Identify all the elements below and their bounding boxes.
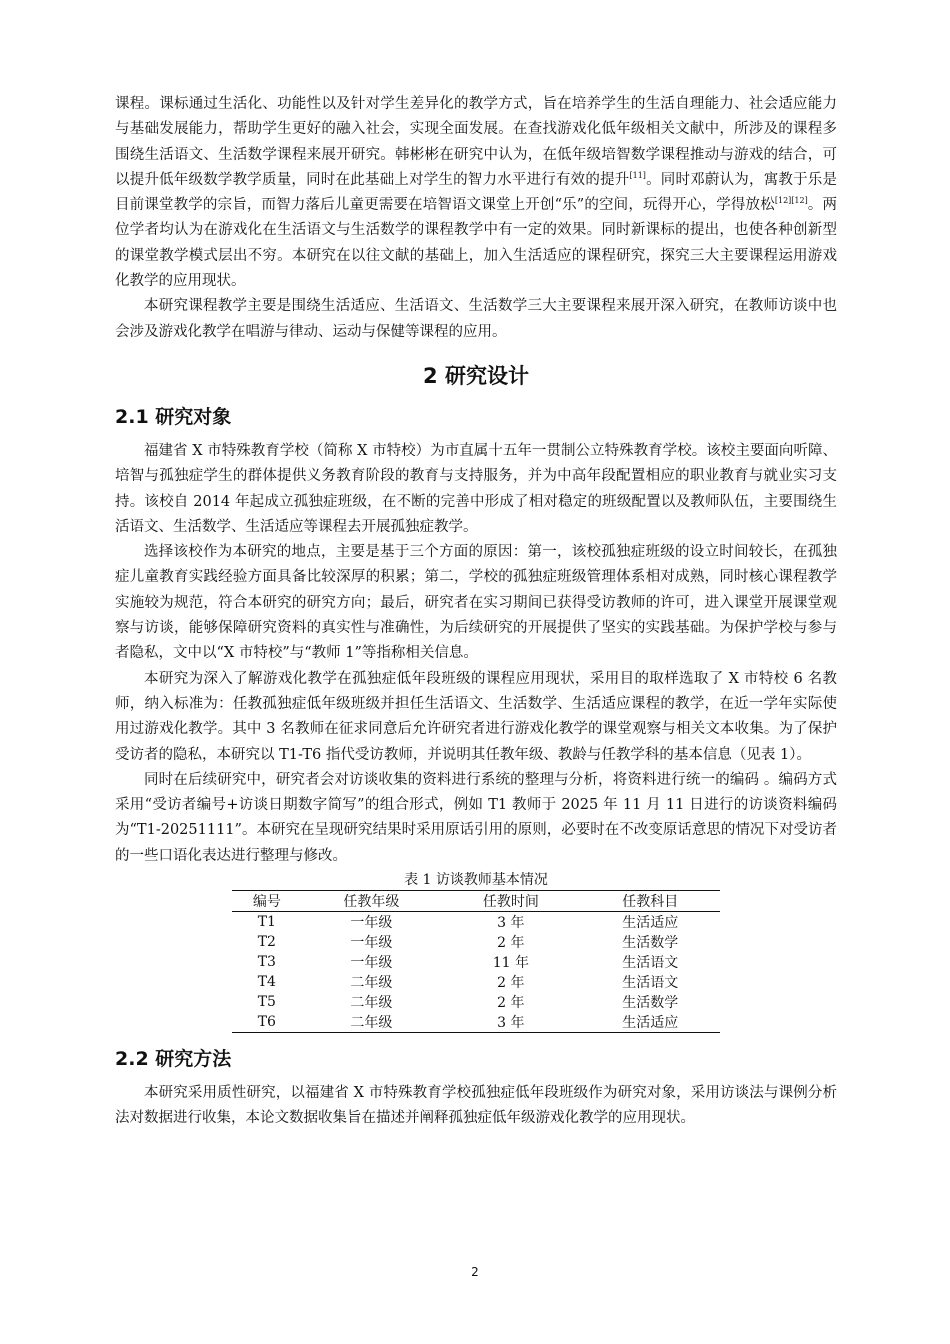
body-paragraph: 本研究为深入了解游戏化教学在孤独症低年段班级的课程应用现状，采用目的取样选取了 X 市特校 6 名教师，纳入标准为：任教孤独症低年级班级并担任生活语文、生活数学、生活适应课程的教学，在近一学年实际使用过游戏化教学。其中 3 名教师在征求同意后允许研究者进行游戏化教学的课堂观察与相关文本收集。为了保护受访者的隐私，本研究以 T1-T6 指代受访教师，并说明其任教年级、教龄与任教学科的基本信息（见表 1）。 xyxy=(115,670,837,763)
table-cell: 一年级 xyxy=(350,915,393,932)
section-title: 2.2 研究方法 xyxy=(115,1048,232,1071)
page-number: 2 xyxy=(471,1265,479,1279)
body-paragraph: 本研究课程教学主要是围绕生活适应、生活语文、生活数学三大主要课程来展开深入研究，在教师访谈中也会涉及游戏化教学在唱游与律动、运动与保健等课程的应用。 xyxy=(115,298,837,340)
table-cell: 二年级 xyxy=(350,975,393,992)
table-row xyxy=(232,932,720,952)
table-cell: 生活语文 xyxy=(622,955,679,972)
table-cell: 生活数学 xyxy=(622,995,679,1012)
table-cell: 2 年 xyxy=(497,935,525,952)
table-cell: 11 年 xyxy=(492,955,529,972)
table-row xyxy=(232,1012,720,1033)
citation-ref: [12][12] xyxy=(774,196,808,206)
teacher-info-table xyxy=(232,890,720,1033)
table-header-cell: 任教科目 xyxy=(581,891,720,912)
table-row xyxy=(232,992,720,1012)
table-cell: 生活语文 xyxy=(622,975,679,992)
table-cell: T5 xyxy=(257,994,276,1011)
page-content xyxy=(115,92,837,1132)
table-cell: 生活适应 xyxy=(622,915,679,932)
table-cell: 一年级 xyxy=(350,935,393,952)
body-paragraph: 课程。课标通过生活化、功能性以及针对学生差异化的教学方式，旨在培养学生的生活自理能力、社会适应能力与基础发展能力，帮助学生更好的融入社会，实现全面发展。在查找游戏化低年级相关文献中，所涉及的课程多围绕生活语文、生活数学课程来展开研究。韩彬彬在研究中认为，在低年级培智数学课程推动与游戏的结合，可以提升低年级数学教学质量，同时在此基础上对学生的智力水平进行有效的提升[11]。同时邓蔚认为，寓教于乐是目前课堂教学的宗旨，而智力落后儿童更需要在培智语文课堂上开创“乐”的空间，玩得开心，学得放松[12][12]。两位学者均认为在游戏化在生活语文与生活数学的课程教学中有一定的效果。同时新课标的提出，也使各种创新型的课堂教学模式层出不穷。本研究在以往文献的基础上，加入生活适应的课程研究，探究三大主要课程运用游戏化教学的应用现状。 xyxy=(115,96,838,290)
section-title: 2.1 研究对象 xyxy=(115,405,232,428)
table-cell: T6 xyxy=(257,1014,276,1031)
table-cell: 二年级 xyxy=(350,1015,393,1032)
body-paragraph: 选择该校作为本研究的地点，主要是基于三个方面的原因：第一，该校孤独症班级的设立时间较长，在孤独症儿童教育实践经验方面具备比较深厚的积累；第二，学校的孤独症班级管理体系相对成熟，同时核心课程教学实施较为规范，符合本研究的研究方向；最后，研究者在实习期间已获得受访教师的许可，进入课堂开展课堂观察与访谈，能够保障研究资料的真实性与准确性，为后续研究的开展提供了坚实的实践基础。为保护学校与参与者隐私，文中以“X 市特校”与“教师 1”等指称相关信息。 xyxy=(115,544,837,662)
table-cell: 2 年 xyxy=(497,975,525,992)
table-header-row xyxy=(232,891,720,912)
table-cell: 3 年 xyxy=(497,1015,525,1032)
table-row xyxy=(232,972,720,992)
table-row xyxy=(232,912,720,933)
table-cell: 二年级 xyxy=(350,995,393,1012)
chapter-title: 2 研究设计 xyxy=(423,363,529,388)
table-cell: T4 xyxy=(257,974,276,991)
table-cell: 2 年 xyxy=(497,995,525,1012)
body-paragraph: 本研究采用质性研究，以福建省 X 市特殊教育学校孤独症低年段班级作为研究对象，采用访谈法与课例分析法对数据进行收集，本论文数据收集旨在描述并阐释孤独症低年级游戏化教学的应用现状。 xyxy=(115,1085,837,1127)
table-cell: 一年级 xyxy=(350,955,393,972)
table-header-cell: 任教时间 xyxy=(441,891,580,912)
table-cell: 生活数学 xyxy=(622,935,679,952)
table-header-cell: 编号 xyxy=(232,891,302,912)
body-paragraph: 同时在后续研究中，研究者会对访谈收集的资料进行系统的整理与分析，将资料进行统一的编码 。编码方式采用“受访者编号+访谈日期数字简写”的组合形式，例如 T1 教师于 2025 年 11 月 11 日进行的访谈资料编码为“T1-20251111”。本研究在呈现研究结果时采用原话引用的原则，必要时在不改变原话意思的情况下对受访者的一些口语化表达进行整理与修改。 xyxy=(115,771,837,864)
table-cell: T1 xyxy=(257,914,276,931)
table-cell: 3 年 xyxy=(497,915,525,932)
table-cell: T2 xyxy=(257,934,276,951)
table-cell: T3 xyxy=(257,954,276,971)
table-caption: 表 1 访谈教师基本情况 xyxy=(404,872,548,889)
table-row xyxy=(232,952,720,972)
body-paragraph: 福建省 X 市特殊教育学校（简称 X 市特校）为市直属十五年一贯制公立特殊教育学校。该校主要面向听障、培智与孤独症学生的群体提供义务教育阶段的教育与支持服务，并为中高年段配置相应的职业教育与就业实习支持。该校自 2014 年起成立孤独症班级，在不断的完善中形成了相对稳定的班级配置以及教师队伍，主要围绕生活语文、生活数学、生活适应等课程去开展孤独症教学。 xyxy=(115,442,837,535)
citation-ref: [11] xyxy=(629,170,646,180)
table-cell: 生活适应 xyxy=(622,1015,679,1032)
table-header-cell: 任教年级 xyxy=(302,891,441,912)
